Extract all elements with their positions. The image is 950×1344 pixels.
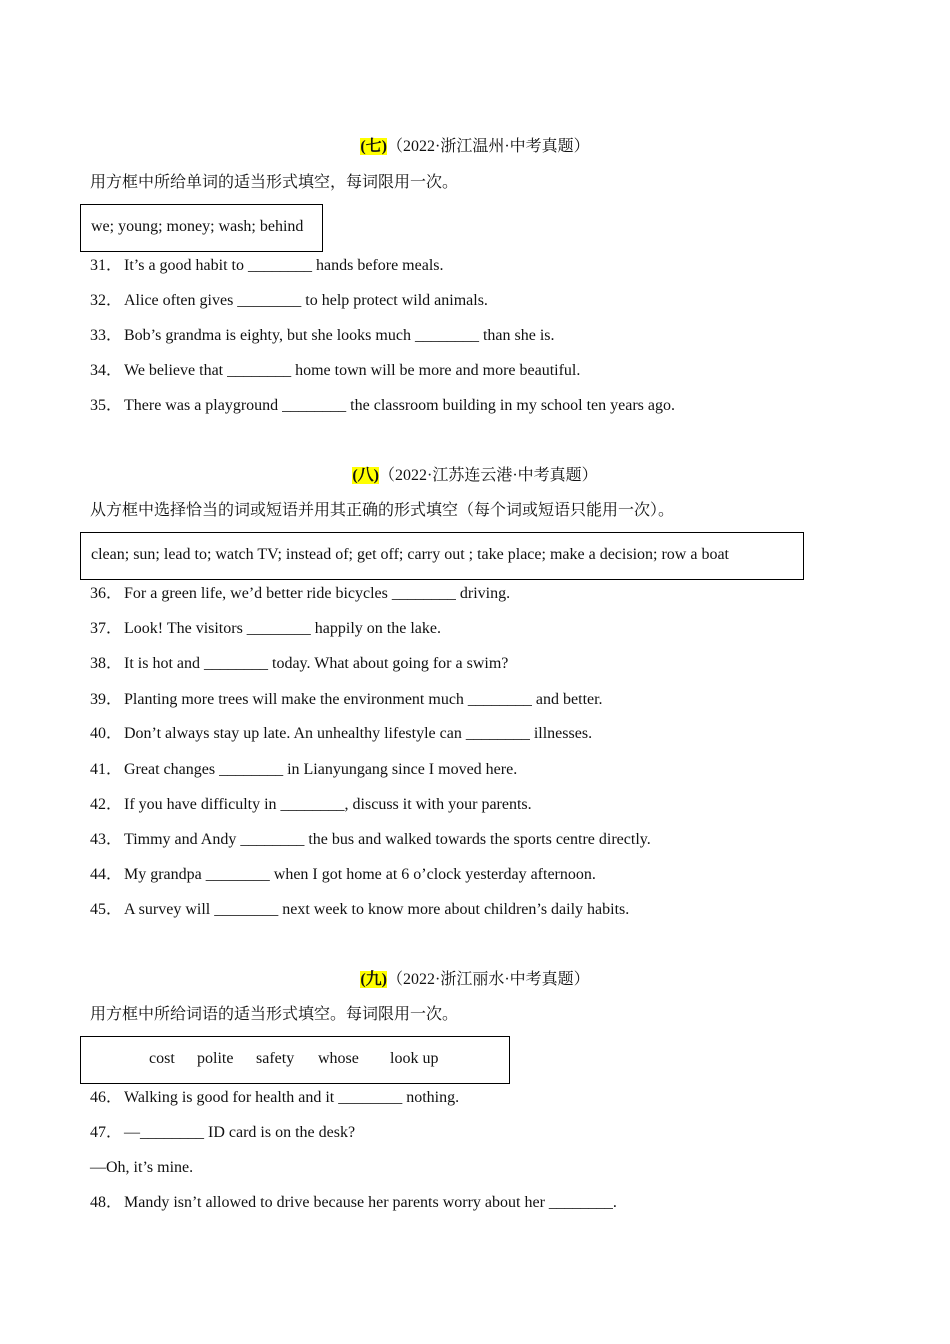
question-38: 38． It is hot and ________ today. What about going for a swim? (90, 655, 509, 672)
question-35: 35． There was a playground ________ the classroom building in my school ten years ago. (90, 397, 675, 414)
question-41: 41． Great changes ________ in Lianyungang since I moved here. (90, 761, 518, 778)
question-44: 44． My grandpa ________ when I got home at 6 o’clock yesterday afternoon. (90, 866, 596, 883)
box-word-look-up: look up (390, 1050, 439, 1067)
section-8-title (0, 466, 950, 486)
question-45: 45． A survey will ________ next week to know more about children’s daily habits. (90, 901, 630, 918)
section-8-word-list: clean; sun; lead to; watch TV; instead of; get off; carry out ; take place; make a decision; row a boat (91, 546, 729, 563)
section-9-word-box (80, 1036, 510, 1084)
section-7-title (0, 137, 950, 157)
question-36: 36． For a green life, we’d better ride bicycles ________ driving. (90, 585, 511, 602)
section-7-label: (七) (360, 138, 387, 155)
box-word-polite: polite (197, 1050, 234, 1067)
box-word-cost: cost (149, 1050, 175, 1067)
question-43: 43． Timmy and Andy ________ the bus and walked towards the sports centre directly. (90, 831, 651, 848)
question-47: 47． —________ ID card is on the desk? (90, 1124, 356, 1141)
question-37: 37． Look! The visitors ________ happily on the lake. (90, 620, 441, 637)
section-8-instruction: 从方框中选择恰当的词或短语并用其正确的形式填空（每个词或短语只能用一次）。 (90, 502, 675, 519)
box-word-safety: safety (256, 1050, 295, 1067)
section-9-source: （2022·浙江丽水·中考真题） (387, 971, 590, 988)
question-48: 48． Mandy isn’t allowed to drive because her parents worry about her ________. (90, 1194, 617, 1211)
section-9-label: (九) (360, 971, 387, 988)
question-39: 39． Planting more trees will make the environment much ________ and better. (90, 691, 603, 708)
section-8-label: (八) (352, 467, 379, 484)
question-40: 40． Don’t always stay up late. An unhealthy lifestyle can ________ illnesses. (90, 725, 593, 742)
question-31: 31． It’s a good habit to ________ hands before meals. (90, 257, 444, 274)
section-7-source: （2022·浙江温州·中考真题） (387, 138, 590, 155)
section-7-word-list: we; young; money; wash; behind (91, 218, 304, 235)
question-34: 34． We believe that ________ home town will be more and more beautiful. (90, 362, 581, 379)
section-9-instruction: 用方框中所给词语的适当形式填空。每词限用一次。 (90, 1006, 459, 1023)
question-32: 32． Alice often gives ________ to help protect wild animals. (90, 292, 488, 309)
section-7-word-box (80, 204, 323, 252)
question-47-answer: —Oh, it’s mine. (90, 1159, 194, 1176)
section-8-source: （2022·江苏连云港·中考真题） (379, 467, 598, 484)
question-42: 42． If you have difficulty in ________, discuss it with your parents. (90, 796, 532, 813)
question-33: 33． Bob’s grandma is eighty, but she looks much ________ than she is. (90, 327, 555, 344)
section-7-instruction: 用方框中所给单词的适当形式填空，每词限用一次。 (90, 174, 459, 191)
box-word-whose: whose (318, 1050, 359, 1067)
question-46: 46． Walking is good for health and it ________ nothing. (90, 1089, 460, 1106)
section-9-title (0, 970, 950, 990)
section-8-word-box (80, 532, 804, 580)
